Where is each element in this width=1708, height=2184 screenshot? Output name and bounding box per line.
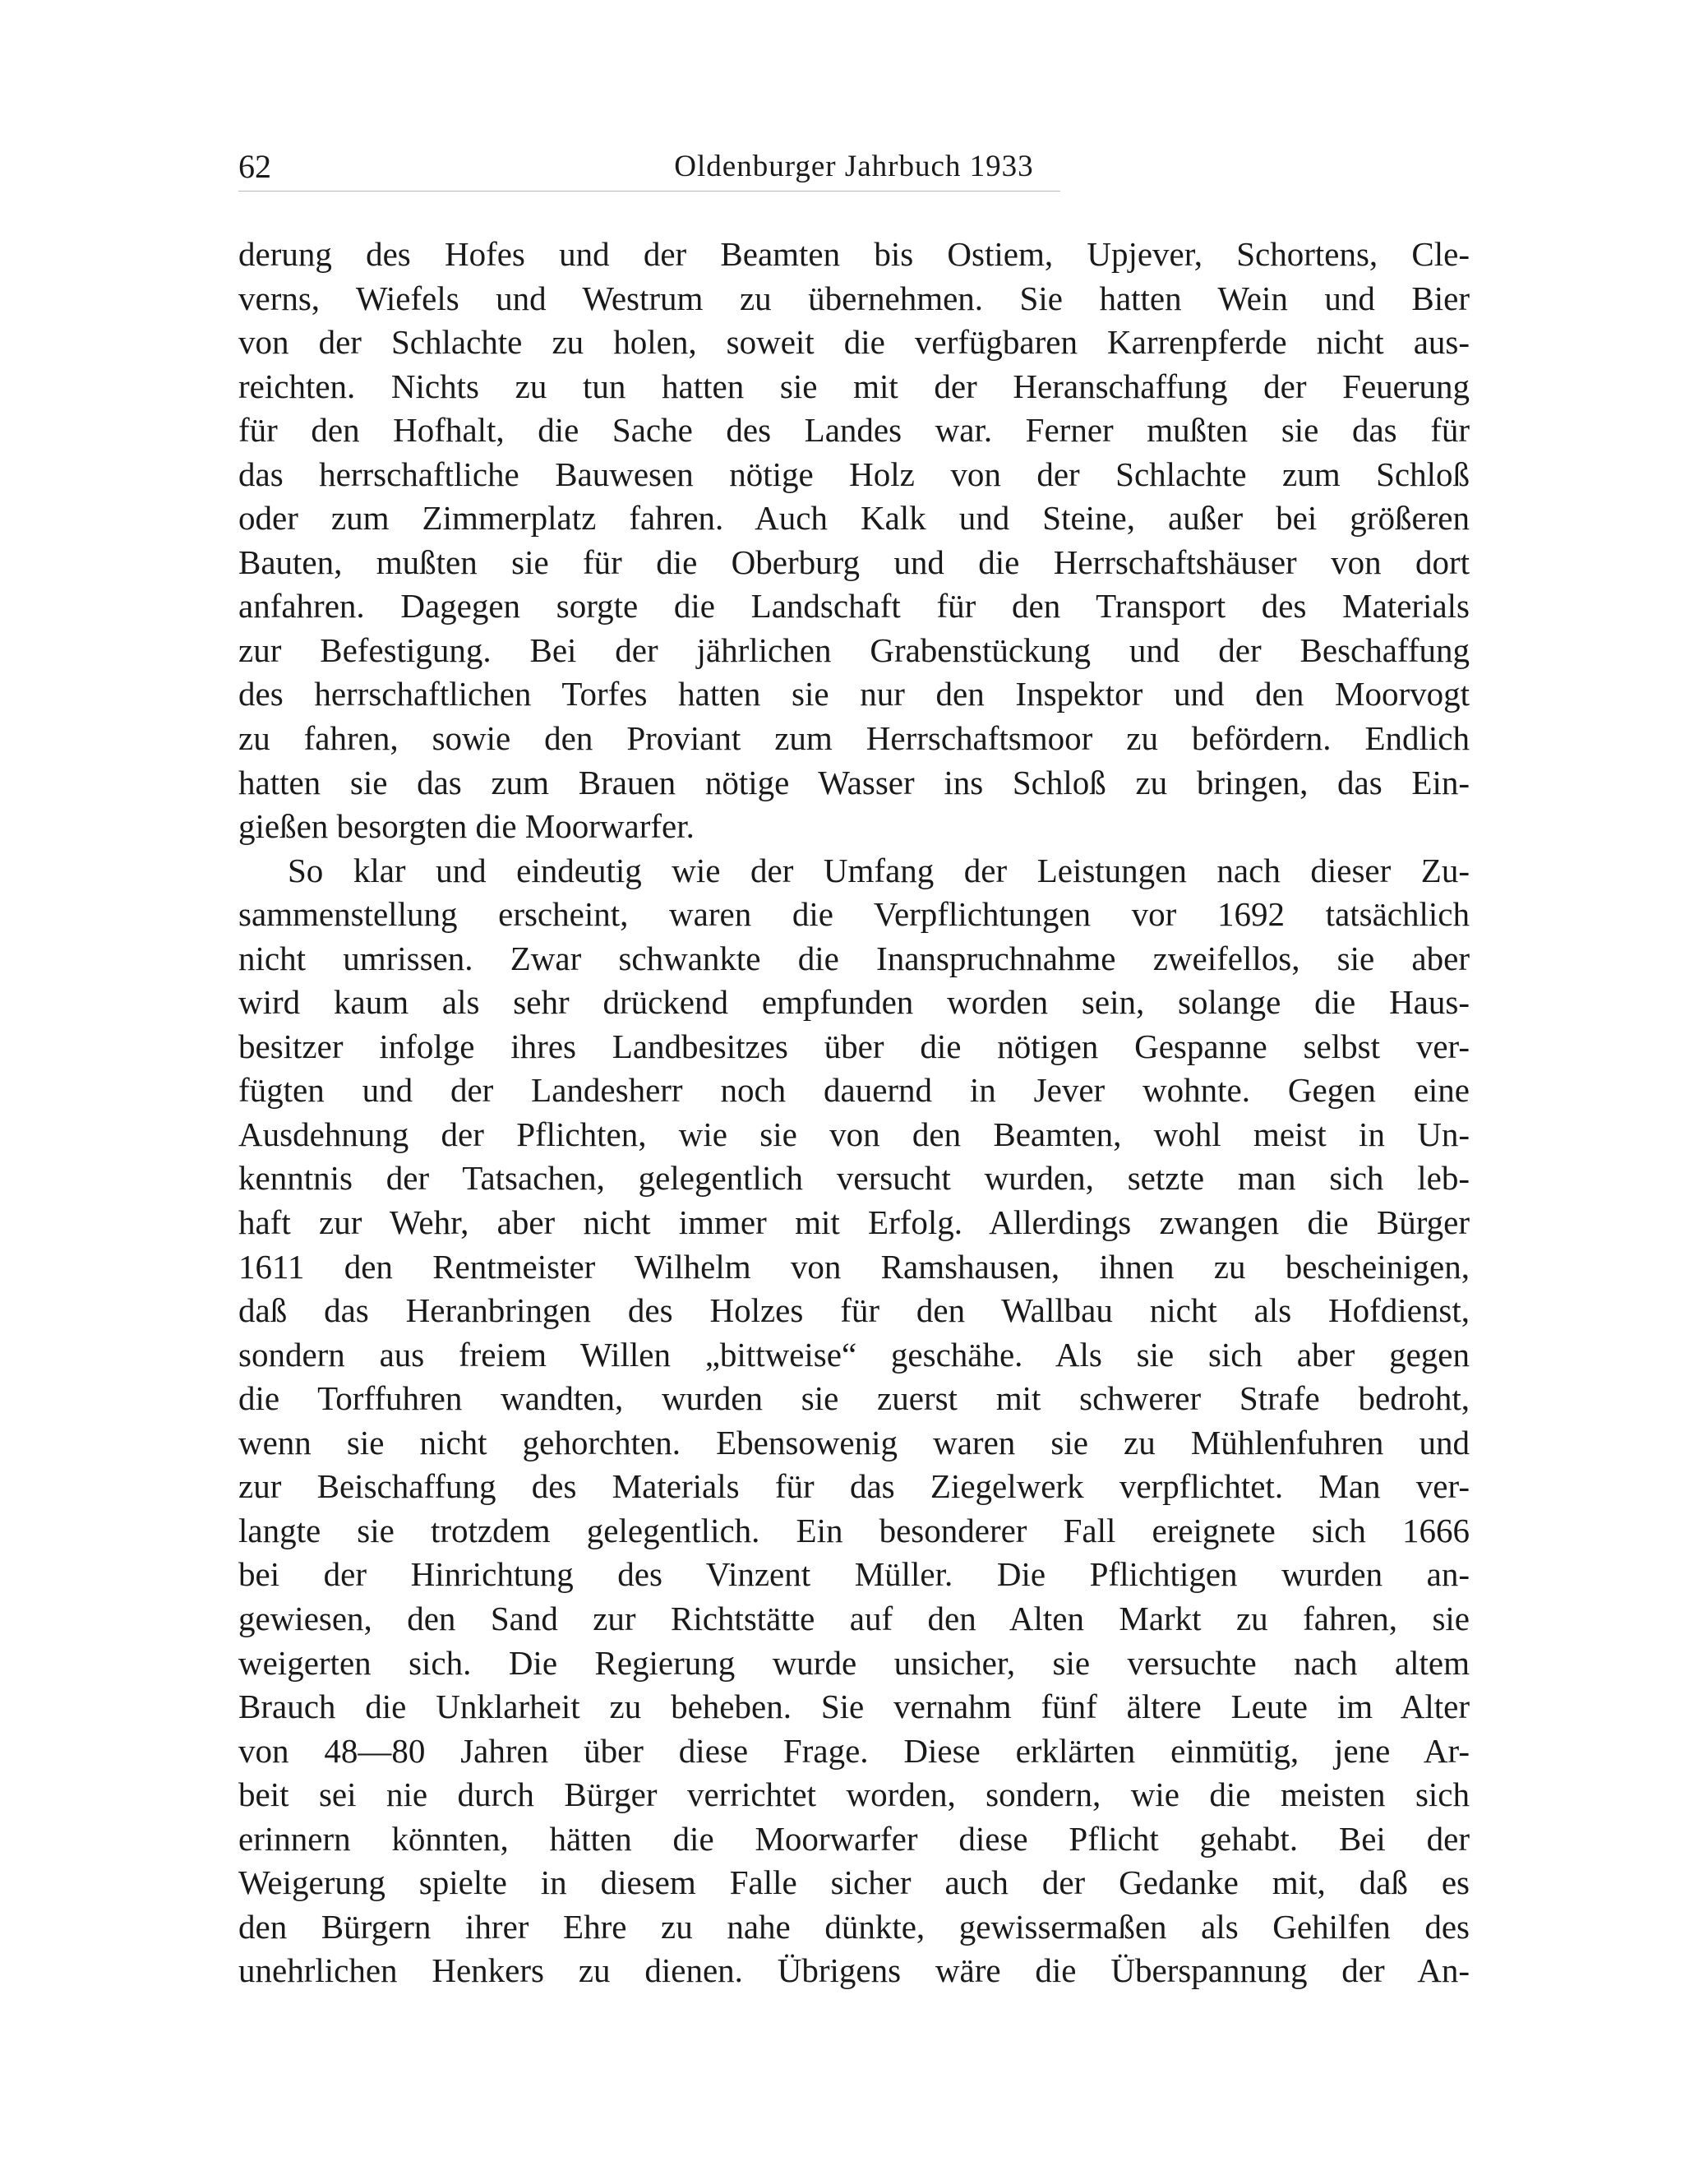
text-line: besitzer infolge ihres Landbesitzes über die nötigen Gespanne selbst ver- — [238, 1027, 1470, 1065]
text-line: erinnern könnten, hätten die Moorwarfer diese Pflicht gehabt. Bei der — [238, 1819, 1470, 1858]
text-line: zur Beischaffung des Materials für das Ziegelwerk verpflichtet. Man ver- — [238, 1467, 1470, 1506]
running-head — [238, 146, 1470, 187]
text-line: haft zur Wehr, aber nicht immer mit Erfolg. Allerdings zwangen die Bürger — [238, 1203, 1470, 1242]
text-line: nicht umrissen. Zwar schwankte die Inanspruchnahme zweifellos, sie aber — [238, 939, 1470, 977]
text-line: reichten. Nichts zu tun hatten sie mit der Heranschaffung der Feuerung — [238, 367, 1470, 405]
body-text — [238, 233, 1470, 1993]
text-line: verns, Wiefels und Westrum zu übernehmen. Sie hatten Wein und Bier — [238, 279, 1470, 317]
text-line: das herrschaftliche Bauwesen nötige Holz von der Schlachte zum Schloß — [238, 455, 1470, 493]
text-line: anfahren. Dagegen sorgte die Landschaft für den Transport des Materials — [238, 587, 1470, 626]
header-rule — [238, 191, 1060, 192]
text-line: von der Schlachte zu holen, soweit die verfügbaren Karrenpferde nicht aus- — [238, 323, 1470, 362]
text-line: derung des Hofes und der Beamten bis Ostiem, Upjever, Schortens, Cle- — [238, 235, 1470, 273]
text-line: unehrlichen Henkers zu dienen. Übrigens wäre die Überspannung der An- — [238, 1951, 1470, 1990]
text-line: fügten und der Landesherr noch dauernd in Jever wohnte. Gegen eine — [238, 1071, 1470, 1110]
page-number: 62 — [238, 148, 271, 185]
text-line: sondern aus freiem Willen „bittweise“ geschähe. Als sie sich aber gegen — [238, 1335, 1470, 1374]
text-line: den Bürgern ihrer Ehre zu nahe dünkte, gewissermaßen als Gehilfen des — [238, 1907, 1470, 1946]
text-line: gießen besorgten die Moorwarfer. — [238, 807, 695, 846]
text-line: oder zum Zimmerplatz fahren. Auch Kalk und Steine, außer bei größeren — [238, 499, 1470, 538]
text-line: von 48—80 Jahren über diese Frage. Diese erklärten einmütig, jene Ar- — [238, 1731, 1470, 1770]
text-line: hatten sie das zum Brauen nötige Wasser ins Schloß zu bringen, das Ein- — [238, 763, 1470, 801]
text-line: wird kaum als sehr drückend empfunden worden sein, solange die Haus- — [238, 983, 1470, 1022]
text-line: für den Hofhalt, die Sache des Landes war. Ferner mußten sie das für — [238, 411, 1470, 450]
text-line: gewiesen, den Sand zur Richtstätte auf den Alten Markt zu fahren, sie — [238, 1599, 1470, 1637]
text-line: weigerten sich. Die Regierung wurde unsicher, sie versuchte nach altem — [238, 1643, 1470, 1682]
text-line: sammenstellung erscheint, waren die Verpflichtungen vor 1692 tatsächlich — [238, 895, 1470, 934]
journal-title: Oldenburger Jahrbuch 1933 — [674, 150, 1034, 183]
text-line: wenn sie nicht gehorchten. Ebensowenig waren sie zu Mühlenfuhren und — [238, 1423, 1470, 1461]
text-line: Bauten, mußten sie für die Oberburg und die Herrschaftshäuser von dort — [238, 543, 1470, 581]
text-line: So klar und eindeutig wie der Umfang der Leistungen nach dieser Zu- — [288, 851, 1470, 889]
text-line: Brauch die Unklarheit zu beheben. Sie vernahm fünf ältere Leute im Alter — [238, 1688, 1470, 1726]
text-line: bei der Hinrichtung des Vinzent Müller. Die Pflichtigen wurden an- — [238, 1555, 1470, 1594]
text-line: langte sie trotzdem gelegentlich. Ein besonderer Fall ereignete sich 1666 — [238, 1511, 1470, 1549]
text-line: 1611 den Rentmeister Wilhelm von Ramshausen, ihnen zu bescheinigen, — [238, 1247, 1470, 1286]
text-line: des herrschaftlichen Torfes hatten sie nur den Inspektor und den Moorvogt — [238, 675, 1470, 713]
text-line: Ausdehnung der Pflichten, wie sie von den Beamten, wohl meist in Un- — [238, 1115, 1470, 1153]
text-line: daß das Heranbringen des Holzes für den Wallbau nicht als Hofdienst, — [238, 1291, 1470, 1330]
text-line: beit sei nie durch Bürger verrichtet worden, sondern, wie die meisten sich — [238, 1775, 1470, 1814]
text-line: die Torffuhren wandten, wurden sie zuerst mit schwerer Strafe bedroht, — [238, 1379, 1470, 1418]
text-line: zur Befestigung. Bei der jährlichen Grabenstückung und der Beschaffung — [238, 630, 1470, 669]
text-line: kenntnis der Tatsachen, gelegentlich versucht wurden, setzte man sich leb- — [238, 1159, 1470, 1198]
text-line: zu fahren, sowie den Proviant zum Herrschaftsmoor zu befördern. Endlich — [238, 719, 1470, 758]
text-line: Weigerung spielte in diesem Falle sicher auch der Gedanke mit, daß es — [238, 1863, 1470, 1902]
